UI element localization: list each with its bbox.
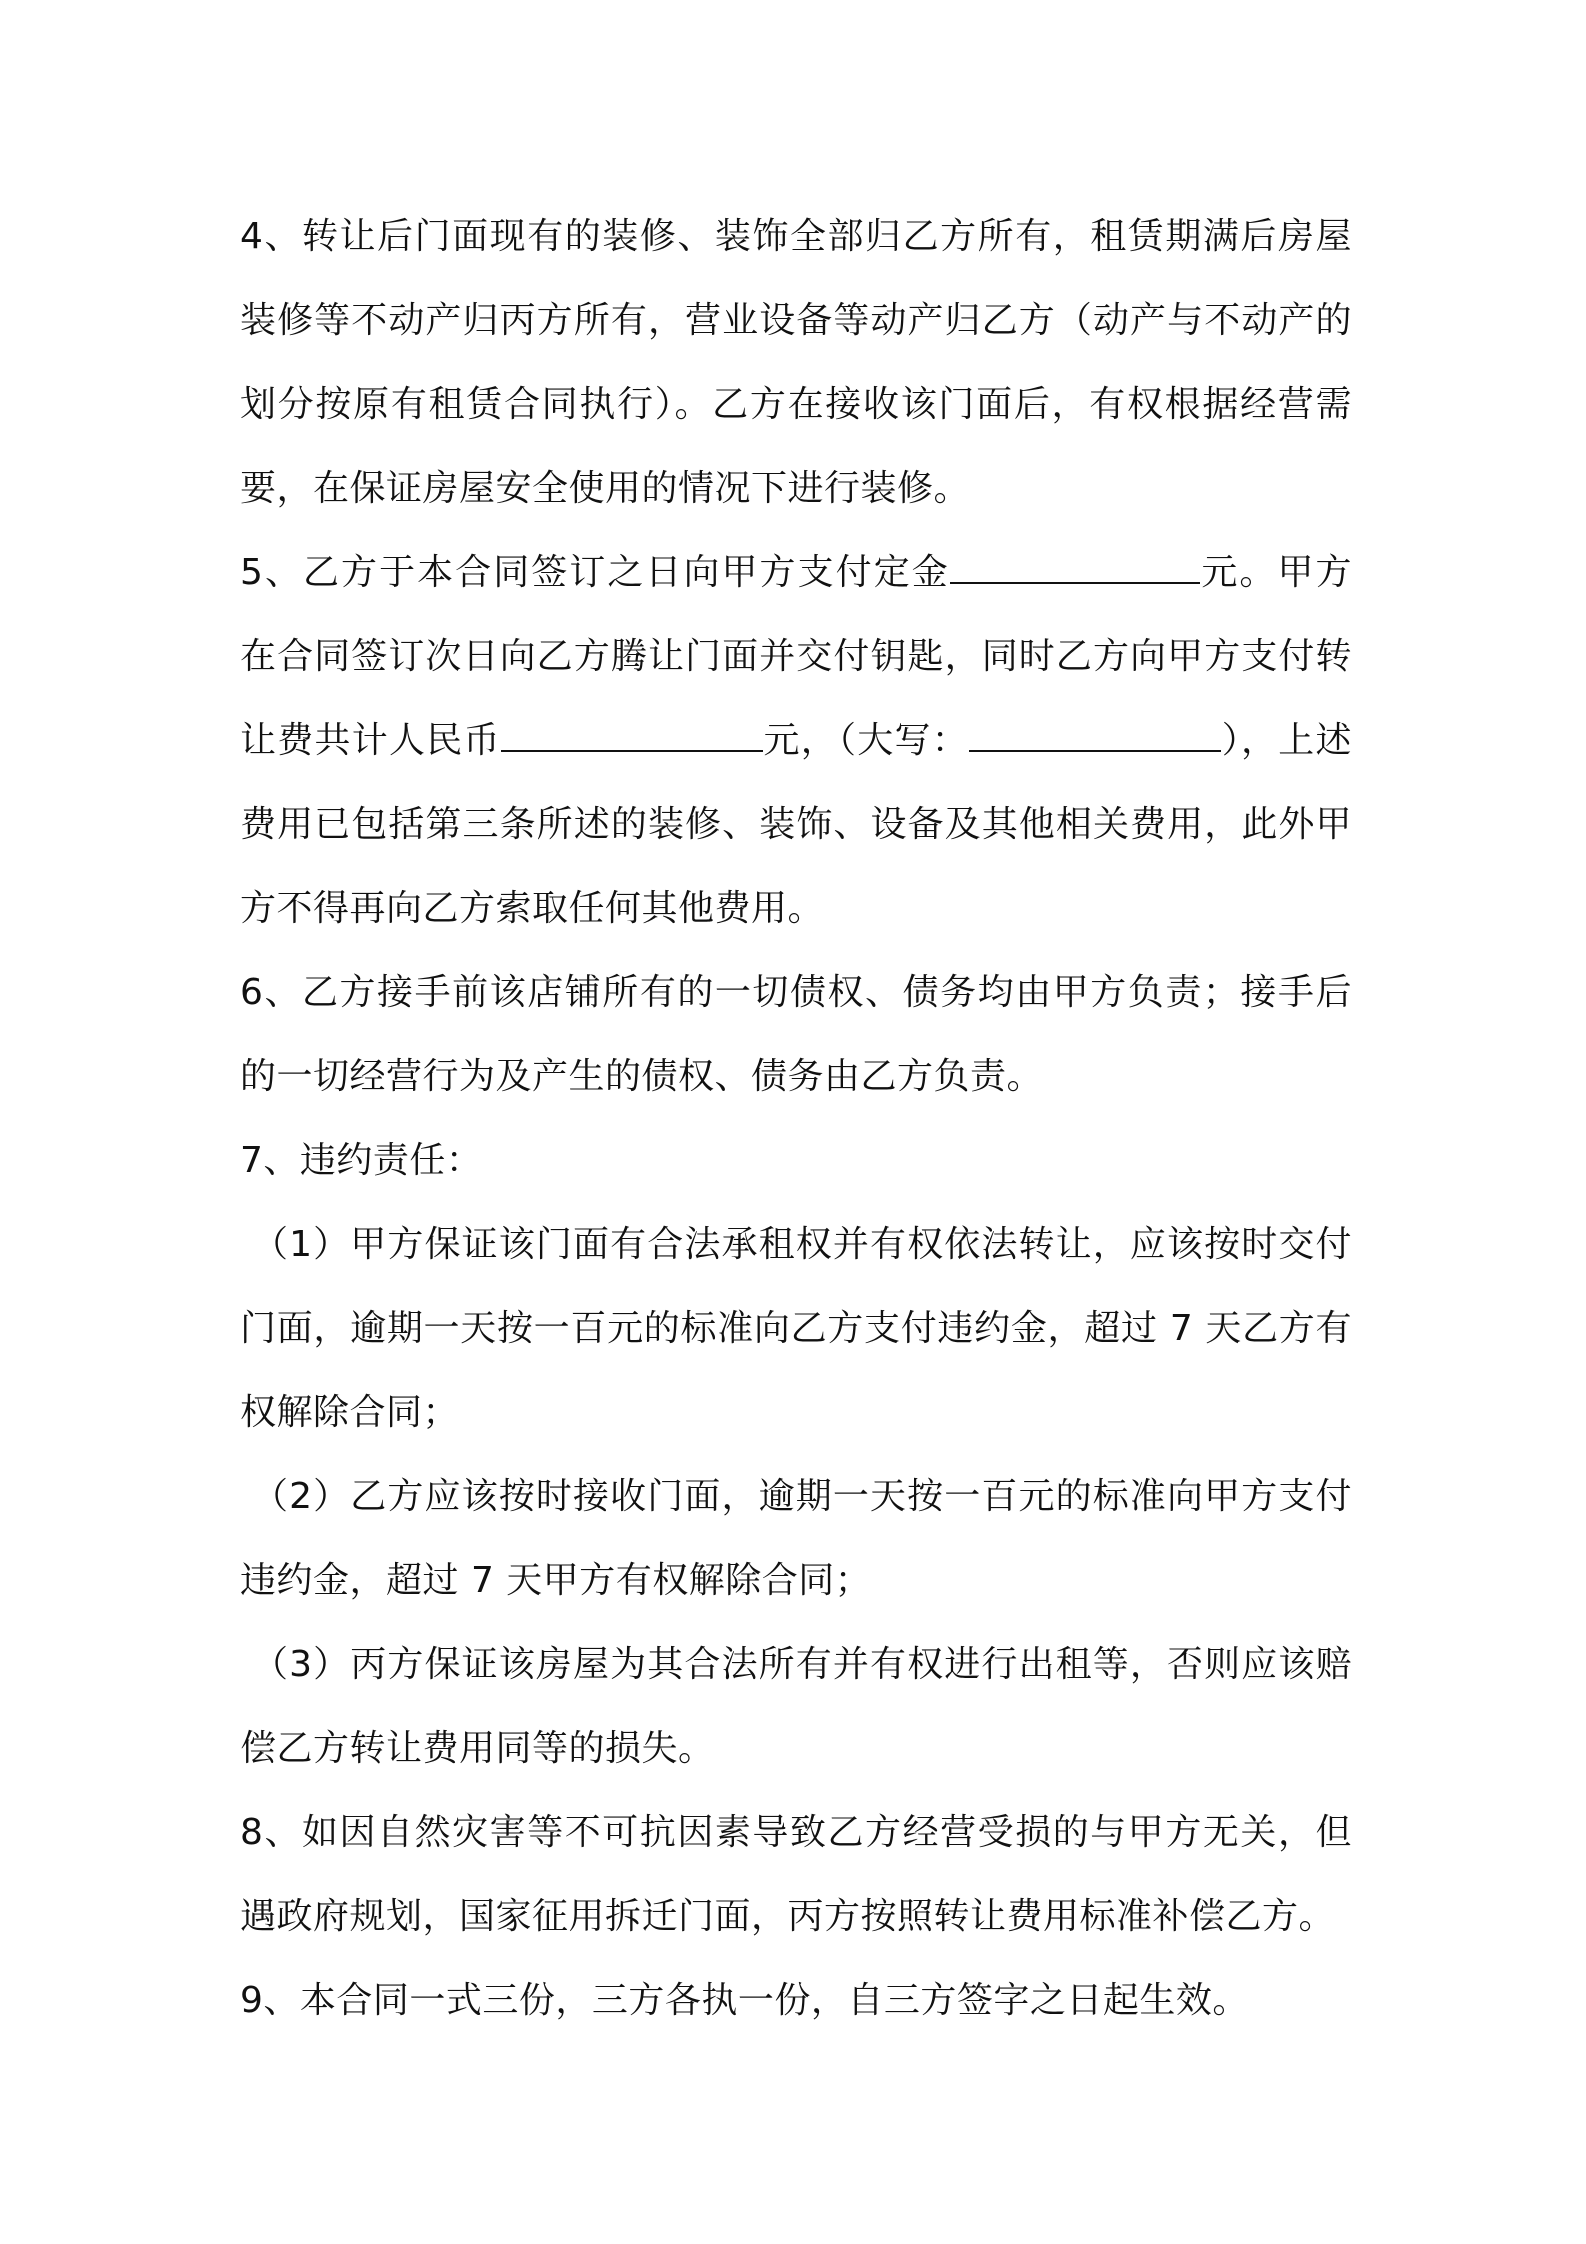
clause-8: 8、如因自然灾害等不可抗因素导致乙方经营受损的与甲方无关，但遇政府规划，国家征用拆迁门面，丙方按照转让费用标准补偿乙方。 (240, 1812, 1352, 1937)
clause-5-text-4: ），上述费用已包括第三条所述的装修、装饰、设备及其他相关费用，此外甲方不得再向乙方索取任何其他费用。 (240, 720, 1352, 929)
clause-4: 4、转让后门面现有的装修、装饰全部归乙方所有，租赁期满后房屋装修等不动产归丙方所有，营业设备等动产归乙方（动产与不动产的划分按原有租赁合同执行）。乙方在接收该门面后，有权根据经营需要，在保证房屋安全使用的情况下进行装修。 (240, 216, 1352, 509)
contract-body (240, 195, 1352, 2043)
clause-5 (240, 531, 1352, 951)
clause-5-text-2: 元。甲方在合同签订次日向乙方腾让门面并交付钥匙，同时乙方向甲方支付转让费共计人民币 (240, 552, 1352, 761)
deposit-amount-blank (950, 552, 1200, 584)
clause-5-text-1: 5、乙方于本合同签订之日向甲方支付定金 (240, 552, 950, 593)
transfer-fee-blank (501, 720, 763, 752)
clause-9: 9、本合同一式三份，三方各执一份，自三方签字之日起生效。 (240, 1980, 1249, 2021)
clause-5-text-3: 元，（大写： (762, 720, 969, 761)
clause-6: 6、乙方接手前该店铺所有的一切债权、债务均由甲方负责；接手后的一切经营行为及产生的债权、债务由乙方负责。 (240, 972, 1352, 1097)
clause-7-item-2: （2）乙方应该按时接收门面，逾期一天按一百元的标准向甲方支付违约金，超过 7 天甲方有权解除合同； (240, 1476, 1352, 1601)
clause-7-heading: 7、违约责任： (240, 1140, 483, 1181)
clause-7-item-1: （1）甲方保证该门面有合法承租权并有权依法转让，应该按时交付门面，逾期一天按一百元的标准向乙方支付违约金，超过 7 天乙方有权解除合同； (240, 1224, 1352, 1433)
clause-7-item-3: （3）丙方保证该房屋为其合法所有并有权进行出租等，否则应该赔偿乙方转让费用同等的损失。 (240, 1644, 1352, 1769)
amount-in-words-blank (969, 720, 1221, 752)
